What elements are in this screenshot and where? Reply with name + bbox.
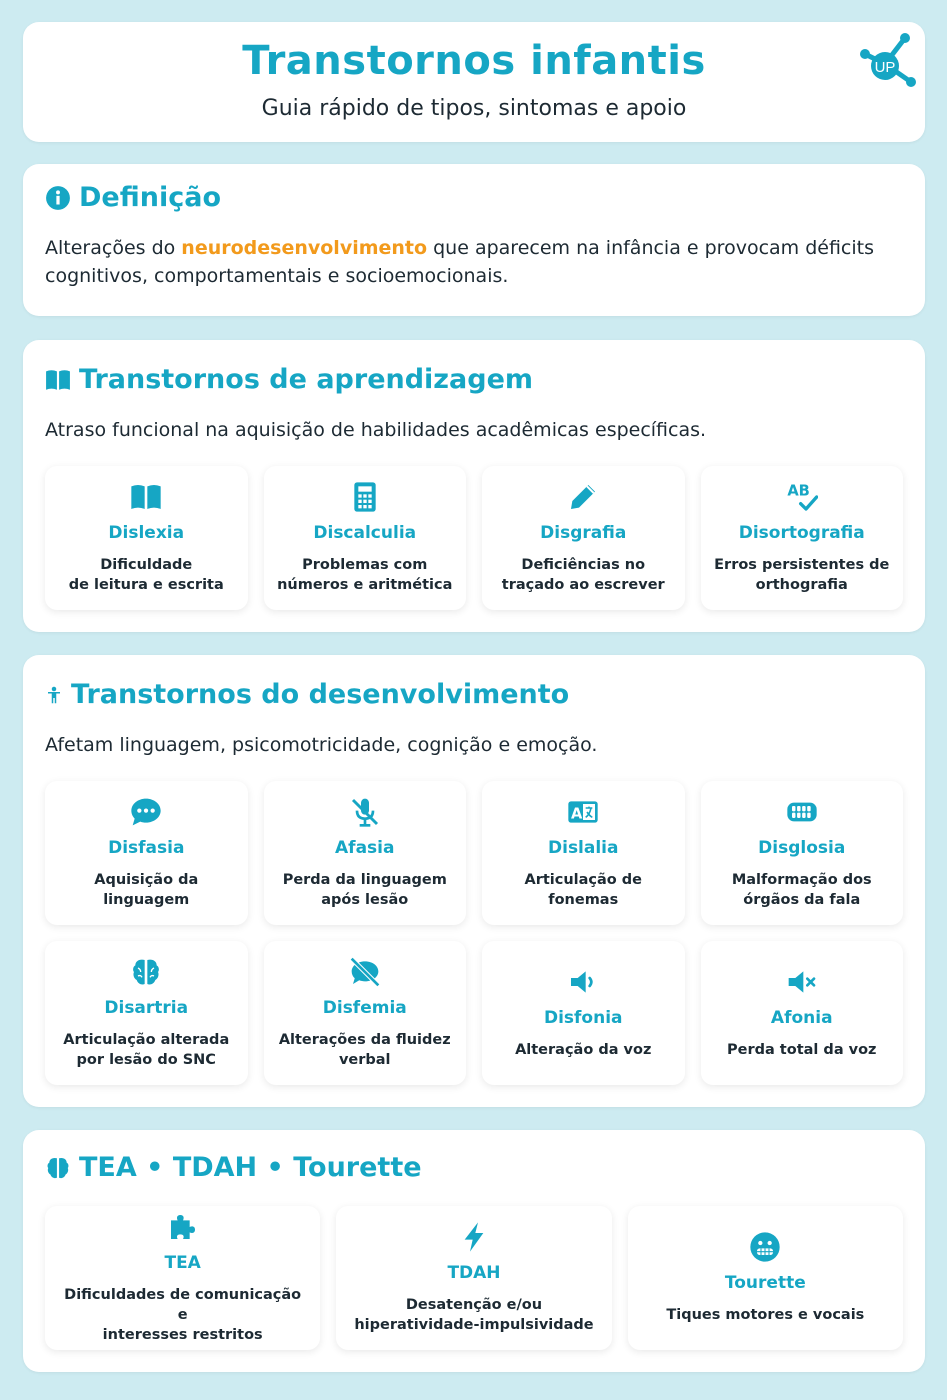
card-description: Malformação dos órgãos da fala [731,872,872,908]
card-title: Disfonia [543,1008,623,1028]
bolt-icon [458,1221,490,1253]
pencil-icon [567,481,599,513]
card-disfonia [482,941,685,1085]
card-description: Perda total da voz [726,1042,877,1058]
card-dislexia [45,466,248,610]
card-disartria [45,941,248,1085]
microphone-slash-icon [349,796,381,828]
calculator-icon [349,481,381,513]
card-title: Afasia [335,838,395,858]
card-title: Dislalia [548,838,619,858]
definition-panel [23,164,925,316]
card-description: Alterações da fluidez verbal [278,1032,451,1068]
page-subtitle: Guia rápido de tipos, sintomas e apoio [261,96,687,121]
card-dislalia [482,781,685,925]
card-description: Perda da linguagem após lesão [282,872,447,908]
volume-mute-icon [786,966,818,998]
child-icon [45,682,63,708]
development-panel [23,655,925,1107]
grimace-icon [749,1231,781,1263]
volume-low-icon [567,966,599,998]
development-text: Afetam linguagem, psicomotricidade, cognição e emoção. [45,734,598,756]
tea-panel [23,1130,925,1372]
card-description: Problemas com números e aritmética [277,557,453,593]
card-tdah [336,1206,611,1350]
learning-cards [45,466,903,610]
card-description: Deficiências no traçado ao escrever [501,557,665,593]
card-description: Desatenção e/ou hiperatividade-impulsividade [354,1297,594,1333]
tea-cards [45,1206,903,1350]
learning-heading [45,364,533,395]
card-description: Erros persistentes de orthografia [714,557,890,593]
comment-slash-icon [349,956,381,988]
up-logo-icon [857,30,917,90]
card-title: Tourette [724,1273,806,1293]
card-disfemia [264,941,467,1085]
card-title: Disartria [104,998,189,1018]
development-heading [45,679,569,710]
learning-panel [23,340,925,632]
tea-heading [45,1152,422,1183]
card-tourette [628,1206,903,1350]
svg-text:A: A [571,805,583,823]
card-description: Dificuldades de comunicação e interesses restritos [64,1287,302,1343]
card-description: Aquisição da linguagem [94,872,199,908]
header-panel [23,22,925,142]
card-disfasia [45,781,248,925]
info-icon [45,185,71,211]
card-description: Dificuldade de leitura e escrita [68,557,224,593]
card-discalculia [264,466,467,610]
card-afasia [264,781,467,925]
tea-title: TEA • TDAH • Tourette [79,1152,422,1183]
page-title: Transtornos infantis [242,38,706,84]
card-disortografia [701,466,904,610]
card-tea [45,1206,320,1350]
language-icon [567,796,599,828]
learning-text: Atraso funcional na aquisição de habilidades acadêmicas específicas. [45,419,707,441]
card-description: Articulação de fonemas [524,872,643,908]
brain-icon [45,1155,71,1181]
spellcheck-icon [786,481,818,513]
card-title: TDAH [447,1263,501,1283]
development-cards [45,781,903,1085]
development-title: Transtornos do desenvolvimento [71,679,570,710]
chat-icon [130,796,162,828]
card-title: Disglosia [758,838,846,858]
card-title: TEA [164,1253,201,1273]
definition-title: Definição [79,182,221,213]
definition-text: Alterações do neurodesenvolvimento que aparecem na infância e provocam déficits cognitivos, comportamentais e socioemocionais. [45,237,874,287]
card-afonia [701,941,904,1085]
card-title: Disgrafia [540,523,627,543]
card-title: Disfemia [322,998,407,1018]
logo-text: UP [874,59,896,76]
learning-title: Transtornos de aprendizagem [79,364,534,395]
card-title: Dislexia [108,523,185,543]
definition-heading [45,182,221,213]
card-title: Afonia [770,1008,833,1028]
card-title: Disortografia [738,523,865,543]
card-title: Discalculia [313,523,417,543]
teeth-icon [786,796,818,828]
card-disglosia [701,781,904,925]
highlight-term: neurodesenvolvimento [181,237,428,259]
book-open-icon [45,367,71,393]
card-title: Disfasia [108,838,185,858]
book-icon [130,481,162,513]
card-description: Tiques motores e vocais [666,1307,865,1323]
brain-icon [130,956,162,988]
card-description: Alteração da voz [515,1042,652,1058]
svg-text:AB: AB [787,482,810,500]
card-description: Articulação alterada por lesão do SNC [63,1032,230,1068]
puzzle-icon [167,1211,199,1243]
card-disgrafia [482,466,685,610]
